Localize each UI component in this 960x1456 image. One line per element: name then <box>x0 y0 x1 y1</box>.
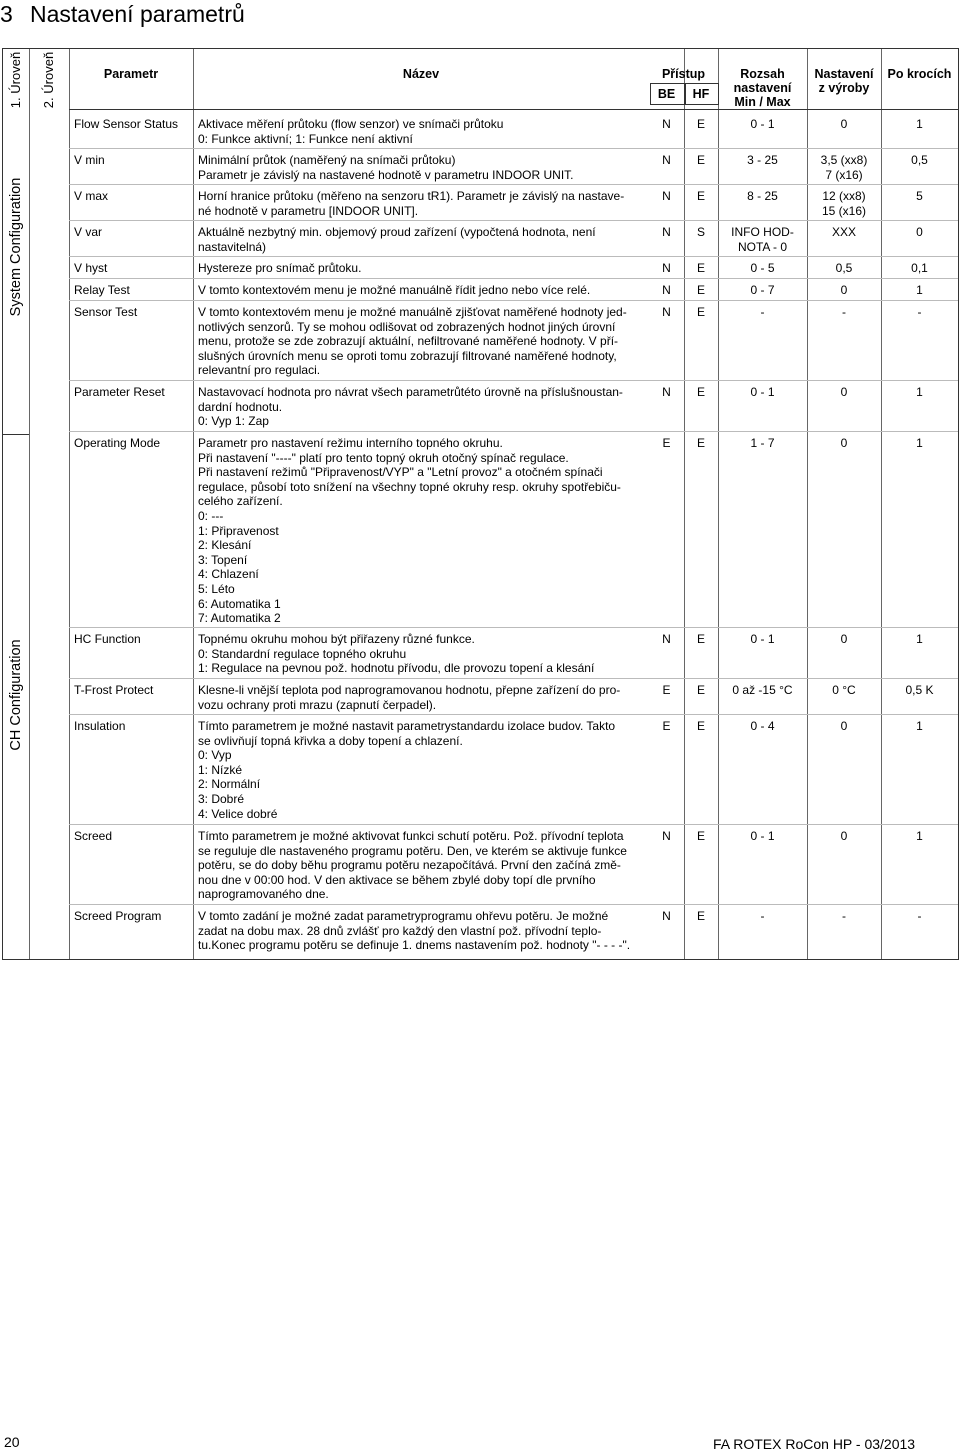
row-divider <box>69 278 958 279</box>
range-value: 0 - 5 <box>750 261 775 275</box>
range-value: 0 - 1 <box>750 829 775 843</box>
header-be: BE <box>657 87 676 101</box>
section-heading <box>0 0 245 36</box>
header-rozsah: Rozsah nastavení Min / Max <box>733 67 792 109</box>
range-value: 0 - 4 <box>750 719 775 733</box>
default-value: 0 <box>840 829 848 843</box>
range-value: - <box>760 909 765 923</box>
access-hf: E <box>696 385 705 399</box>
column-divider <box>684 49 685 959</box>
ch-configuration-label: CH Configuration <box>8 639 24 751</box>
step-value: 1 <box>916 283 923 297</box>
default-value: 0 <box>840 385 848 399</box>
param-description: V tomto kontextovém menu je možné manuálně řídit jedno nebo více relé. <box>198 283 591 297</box>
row-divider <box>69 714 958 715</box>
step-value: 1 <box>916 632 923 646</box>
side-divider <box>3 434 29 435</box>
header-po-krocich: Po krocích <box>887 67 952 81</box>
param-name: V max <box>74 189 109 203</box>
row-divider <box>69 904 958 905</box>
access-be: N <box>662 117 671 131</box>
default-value: 0 °C <box>832 683 856 697</box>
access-hf: E <box>696 436 705 450</box>
default-value: 3,5 (xx8) 7 (x16) <box>820 153 868 182</box>
param-name: Screed <box>74 829 113 843</box>
param-name: Relay Test <box>74 283 130 297</box>
step-value: 0 <box>916 225 923 239</box>
row-divider <box>69 431 958 432</box>
param-description: Topnému okruhu mohou být přiřazeny různé funkce. 0: Standardní regulace topného okruhu 1: Regulace na pevnou pož. hodnotu přívodu, dle provozu topení a klesání <box>198 632 595 676</box>
default-value: 12 (xx8) 15 (x16) <box>821 189 867 218</box>
param-name: Parameter Reset <box>74 385 165 399</box>
step-value: 5 <box>916 189 923 203</box>
param-name: Flow Sensor Status <box>74 117 179 131</box>
step-value: 0,5 K <box>905 683 934 697</box>
access-be: E <box>662 436 671 450</box>
row-divider <box>69 627 958 628</box>
header-nastaveni: Nastavení z výroby <box>814 67 874 95</box>
footer-text: FA ROTEX RoCon HP - 03/2013 <box>713 1436 916 1452</box>
column-divider <box>881 49 882 959</box>
param-description: V tomto kontextovém menu je možné manuálně zjišťovat naměřené hodnoty jed- notlivých senzorů. Ty se mohou odlišovat od zobrazených hodnot jiných úrovní menu, protože se zde zobrazují aktuální, nefiltrované naměřené hodnoty. V pří- slušných úrovních menu se oproti tomu zobrazují filtrované naměřené hodnoty, relevantní pro regulaci. <box>198 305 627 378</box>
column-divider <box>718 49 719 959</box>
access-be: N <box>662 829 671 843</box>
header-nazev: Název <box>402 67 440 81</box>
access-be: N <box>662 261 671 275</box>
range-value: 3 - 25 <box>747 153 778 167</box>
access-hf: E <box>696 829 705 843</box>
access-hf: E <box>696 683 705 697</box>
default-value: 0 <box>840 436 848 450</box>
access-be: N <box>662 385 671 399</box>
row-divider <box>69 256 958 257</box>
system-configuration-label: System Configuration <box>8 177 24 317</box>
access-be: N <box>662 225 671 239</box>
param-name: HC Function <box>74 632 141 646</box>
row-divider <box>69 824 958 825</box>
level2-label: 2. Úroveň <box>41 51 56 109</box>
range-value: 0 - 1 <box>750 632 775 646</box>
level1-label: 1. Úroveň <box>8 51 23 109</box>
default-value: XXX <box>831 225 856 239</box>
header-parametr: Parametr <box>103 67 159 81</box>
access-hf: E <box>696 153 705 167</box>
default-value: - <box>842 305 846 319</box>
param-description: Horní hranice průtoku (měřeno na senzoru tR1). Parametr je závislý na nastave- né hodnotě v parametru [INDOOR UNIT]. <box>198 189 625 218</box>
param-description: Parametr pro nastavení režimu interního topného okruhu. Při nastavení "----" platí pro tento topný okruh otočný spínač regulace. Při nastavení režimů "Připravenost/VYP" a "Letní provoz" a otočném spínači regulace, působí toto snížení na všechny topné okruhy resp. okruhy spotřebiču- celého zařízení. 0: --- 1: Připravenost 2: Klesání 3: Topení 4: Chlazení 5: Léto 6: Automatika 1 7: Automatika 2 <box>198 436 621 626</box>
param-description: Tímto parametrem je možné aktivovat funkci schutí potěru. Pož. přívodní teplota se reguluje dle nastaveného programu potěru. Den, ve kterém se aktivuje funkce potěru, se do doby běhu programu potěru nezapočítává. První den začíná změ- nou dne v 00:00 hod. V den aktivace se během zbylé doby topí dle prvního naprogramovaného dne. <box>198 829 627 902</box>
header-pristup: Přístup <box>661 67 706 81</box>
param-name: V var <box>74 225 103 239</box>
access-hf: E <box>696 117 705 131</box>
row-divider <box>69 678 958 679</box>
param-description: Minimální průtok (naměřený na snímači průtoku) Parametr je závislý na nastavené hodnotě v parametru INDOOR UNIT. <box>198 153 574 182</box>
access-hf: E <box>696 261 705 275</box>
param-description: Tímto parametrem je možné nastavit parametrystandardu izolace budov. Takto se ovlivňují topná křivka a doby topení a chlazení. 0: Vyp 1: Nízké 2: Normální 3: Dobré 4: Velice dobré <box>198 719 616 821</box>
access-be: N <box>662 632 671 646</box>
param-description: Hystereze pro snímač průtoku. <box>198 261 362 275</box>
access-be: N <box>662 283 671 297</box>
default-value: 0 <box>840 117 848 131</box>
row-divider <box>69 148 958 149</box>
param-name: T-Frost Protect <box>74 683 154 697</box>
column-divider <box>29 49 30 959</box>
section-title: Nastavení parametrů <box>30 1 245 27</box>
access-hf: S <box>696 225 705 239</box>
step-value: 1 <box>916 719 923 733</box>
param-name: Sensor Test <box>74 305 138 319</box>
param-description: Klesne-li vnější teplota pod naprogramovanou hodnotu, přepne zařízení do pro- vozu ochrany proti mrazu (zapnutí čerpadel). <box>198 683 621 712</box>
param-name: V min <box>74 153 105 167</box>
range-value: INFO HOD- NOTA - 0 <box>731 225 794 254</box>
column-divider <box>193 49 194 959</box>
param-name: Insulation <box>74 719 126 733</box>
row-divider <box>69 380 958 381</box>
header-divider <box>69 109 958 110</box>
range-value: 0 - 1 <box>750 385 775 399</box>
range-value: 0 - 7 <box>750 283 775 297</box>
access-hf: E <box>696 189 705 203</box>
step-value: 1 <box>916 117 923 131</box>
row-divider <box>69 220 958 221</box>
range-value: 8 - 25 <box>747 189 778 203</box>
step-value: - <box>917 305 922 319</box>
section-number: 3 <box>0 1 13 27</box>
param-description: Aktivace měření průtoku (flow senzor) ve snímači průtoku 0: Funkce aktivní; 1: Funkce není aktivní <box>198 117 504 146</box>
access-be: N <box>662 305 671 319</box>
column-divider <box>807 49 808 959</box>
step-value: 1 <box>916 436 923 450</box>
param-description: Nastavovací hodnota pro návrat všech parametrůtéto úrovně na příslušnoustan- dardní hodnotu. 0: Vyp 1: Zap <box>198 385 623 429</box>
default-value: 0 <box>840 283 848 297</box>
access-hf: E <box>696 305 705 319</box>
access-hf: E <box>696 909 705 923</box>
range-value: 0 až -15 °C <box>732 683 793 697</box>
param-description: V tomto zadání je možné zadat parametryprogramu ohřevu potěru. Je možné zadat na dobu max. 28 dnů zvlášť pro každý den vlastní pož. přívodní teplo- tu.Konec programu potěru se definuje 1. dnems nastavením pož. hodnoty "- - - -". <box>198 909 631 953</box>
step-value: 1 <box>916 385 923 399</box>
access-hf: E <box>696 283 705 297</box>
column-divider <box>69 49 70 959</box>
access-hf: E <box>696 632 705 646</box>
range-value: 0 - 1 <box>750 117 775 131</box>
access-hf: E <box>696 719 705 733</box>
param-name: Operating Mode <box>74 436 161 450</box>
access-be: N <box>662 153 671 167</box>
header-hf: HF <box>692 87 710 101</box>
row-divider <box>69 300 958 301</box>
step-value: 0,5 <box>911 153 928 167</box>
step-value: 1 <box>916 829 923 843</box>
step-value: 0,1 <box>911 261 928 275</box>
default-value: 0 <box>840 632 848 646</box>
access-be: N <box>662 909 671 923</box>
parameter-table <box>2 48 959 960</box>
default-value: 0,5 <box>835 261 853 275</box>
default-value: 0 <box>840 719 848 733</box>
row-divider <box>69 184 958 185</box>
range-value: 1 - 7 <box>750 436 775 450</box>
access-be: N <box>662 189 671 203</box>
default-value: - <box>842 909 846 923</box>
param-name: V hyst <box>74 261 108 275</box>
range-value: - <box>760 305 765 319</box>
page-number: 20 <box>4 1434 20 1450</box>
param-name: Screed Program <box>74 909 162 923</box>
step-value: - <box>917 909 922 923</box>
access-be: E <box>662 683 671 697</box>
access-be: E <box>662 719 671 733</box>
param-description: Aktuálně nezbytný min. objemový proud zařízení (vypočtená hodnota, není nastavitelná) <box>198 225 596 254</box>
